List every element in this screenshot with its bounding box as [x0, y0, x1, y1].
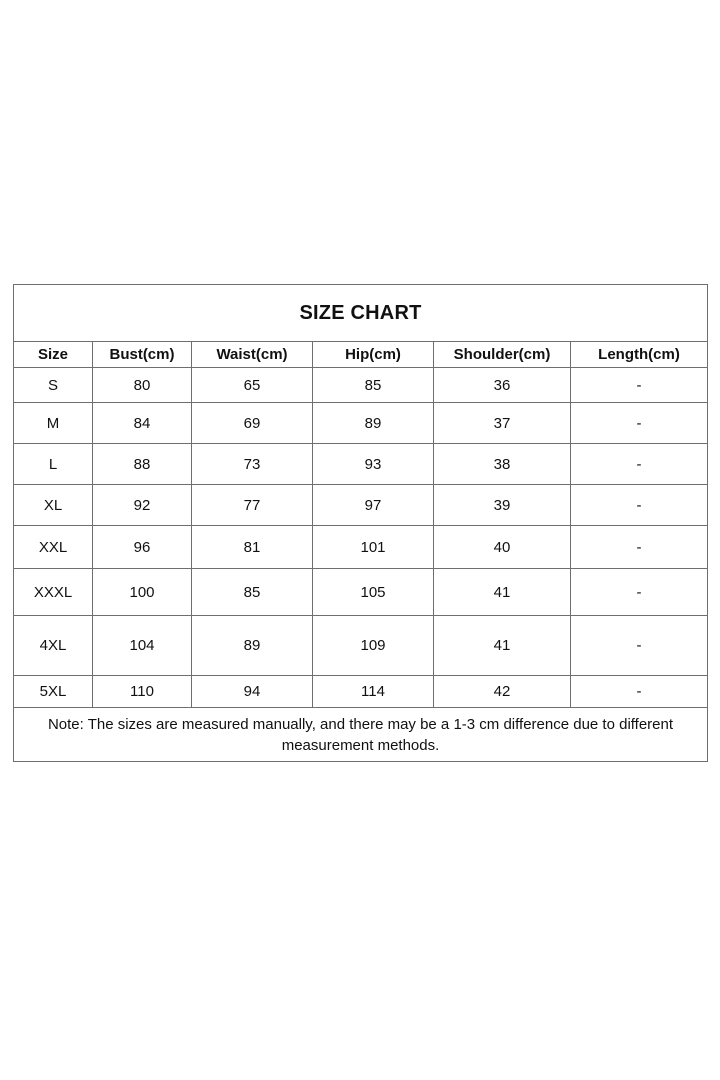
- table-row: [14, 403, 708, 444]
- column-header-hip: Hip(cm): [313, 342, 434, 368]
- waist-cell: 81: [192, 526, 313, 569]
- size-cell: 5XL: [14, 676, 93, 708]
- column-header-waist: Waist(cm): [192, 342, 313, 368]
- table-row: [14, 368, 708, 403]
- waist-cell: 89: [192, 616, 313, 676]
- length-cell: -: [571, 569, 708, 616]
- shoulder-cell: 39: [434, 485, 571, 526]
- size-chart-table: [13, 284, 708, 762]
- length-cell: -: [571, 676, 708, 708]
- length-cell: -: [571, 403, 708, 444]
- length-cell: -: [571, 616, 708, 676]
- hip-cell: 114: [313, 676, 434, 708]
- bust-cell: 92: [93, 485, 192, 526]
- waist-cell: 73: [192, 444, 313, 485]
- hip-cell: 93: [313, 444, 434, 485]
- measurement-note: Note: The sizes are measured manually, and there may be a 1-3 cm difference due to different measurement methods.: [14, 708, 708, 762]
- table-row: [14, 526, 708, 569]
- length-cell: -: [571, 526, 708, 569]
- shoulder-cell: 37: [434, 403, 571, 444]
- header-row: [14, 342, 708, 368]
- column-header-length: Length(cm): [571, 342, 708, 368]
- size-cell: L: [14, 444, 93, 485]
- hip-cell: 89: [313, 403, 434, 444]
- size-cell: 4XL: [14, 616, 93, 676]
- shoulder-cell: 36: [434, 368, 571, 403]
- table-row: [14, 485, 708, 526]
- table-row: [14, 569, 708, 616]
- size-cell: XXXL: [14, 569, 93, 616]
- bust-cell: 84: [93, 403, 192, 444]
- size-cell: XXL: [14, 526, 93, 569]
- length-cell: -: [571, 485, 708, 526]
- table-row: [14, 616, 708, 676]
- length-cell: -: [571, 444, 708, 485]
- size-cell: S: [14, 368, 93, 403]
- hip-cell: 109: [313, 616, 434, 676]
- shoulder-cell: 41: [434, 616, 571, 676]
- waist-cell: 65: [192, 368, 313, 403]
- bust-cell: 80: [93, 368, 192, 403]
- chart-title: SIZE CHART: [14, 285, 708, 342]
- table-row: [14, 444, 708, 485]
- bust-cell: 110: [93, 676, 192, 708]
- size-cell: XL: [14, 485, 93, 526]
- bust-cell: 104: [93, 616, 192, 676]
- waist-cell: 85: [192, 569, 313, 616]
- column-header-bust: Bust(cm): [93, 342, 192, 368]
- hip-cell: 105: [313, 569, 434, 616]
- length-cell: -: [571, 368, 708, 403]
- waist-cell: 94: [192, 676, 313, 708]
- shoulder-cell: 38: [434, 444, 571, 485]
- table-row: [14, 676, 708, 708]
- hip-cell: 85: [313, 368, 434, 403]
- hip-cell: 97: [313, 485, 434, 526]
- column-header-size: Size: [14, 342, 93, 368]
- size-cell: M: [14, 403, 93, 444]
- bust-cell: 100: [93, 569, 192, 616]
- bust-cell: 88: [93, 444, 192, 485]
- hip-cell: 101: [313, 526, 434, 569]
- waist-cell: 77: [192, 485, 313, 526]
- column-header-shoulder: Shoulder(cm): [434, 342, 571, 368]
- shoulder-cell: 40: [434, 526, 571, 569]
- bust-cell: 96: [93, 526, 192, 569]
- shoulder-cell: 42: [434, 676, 571, 708]
- shoulder-cell: 41: [434, 569, 571, 616]
- waist-cell: 69: [192, 403, 313, 444]
